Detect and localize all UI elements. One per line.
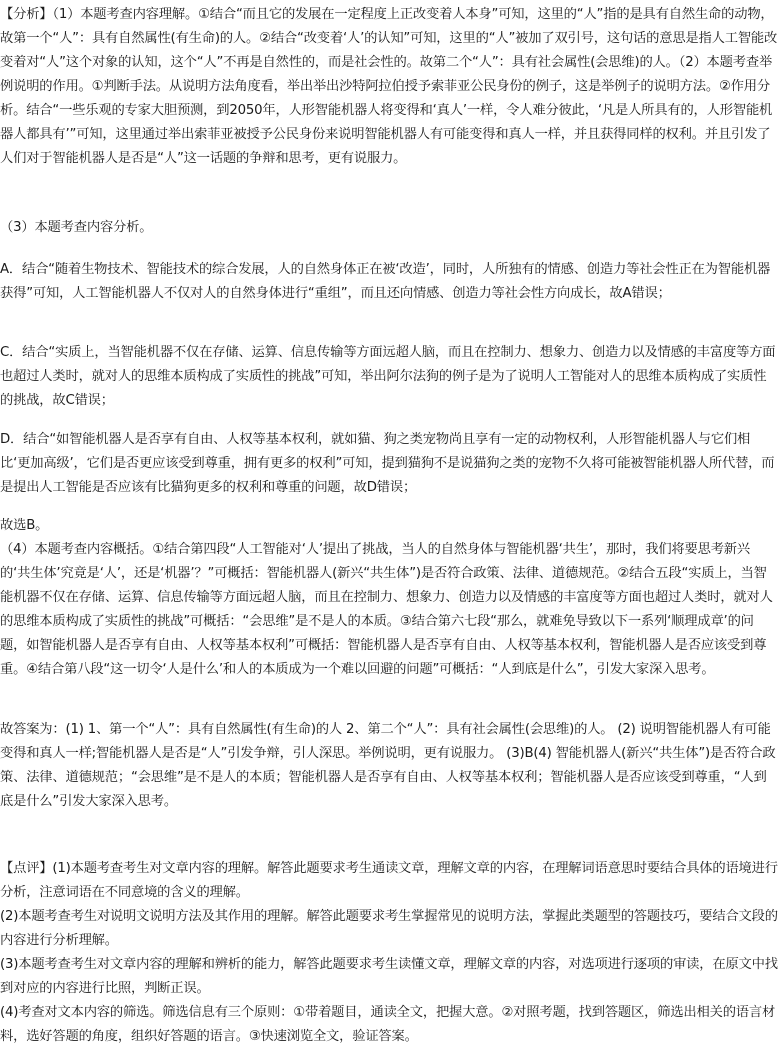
comment-paragraph: 【点评】(1)本题考查考生对文章内容的理解。解答此题要求考生通读文章，理解文章的内容，在理解词语意思时要结合具体的语境进行分析，注意词语在不同意境的含义的理解。 (2)本题考查考生对说明文说明方法及其作用的理解。解答此题要求考生掌握常见的说明方法，掌握此类题型的答题技巧，要结合文段的内容进行分析理解。 (3)本题考查考生对文章内容的理解和辨析的能力，解答此题要求考生读懂文章，理解文章的内容，对选项进行逐项的审读，在原文中找到对应的内容进行比照，判断正误。 (4)考查对文本内容的筛选。筛选信息有三个原则：①带着题目，通读全文，把握大意。②对照考题，找到答题区，筛选出相关的语言材料，选好答题的角度，组织好答题的语言。③快速浏览全文，验证答案。 xyxy=(0,861,778,1044)
analysis-paragraph-2: （3）本题考查内容分析。 xyxy=(0,220,153,235)
analysis-choice: 故选B。 xyxy=(0,518,49,533)
analysis-option-d: D．结合“如智能机器人是否享有自由、人权等基本权利，就如猫、狗之类宠物尚且享有一定的动物权利，人形智能机器人与它们相比‘更加高级’，它们是否更应该受到尊重，拥有更多的权利”可知，提到猫狗不是说猫狗之类的宠物不久将可能被智能机器人所代替，而是提出人工智能是否应该有比猫狗更多的权利和尊重的问题，故D错误； xyxy=(0,432,775,495)
analysis-paragraph-1: 【分析】（1）本题考查内容理解。①结合“而且它的发展在一定程度上正改变着人本身”可知，这里的“人”指的是具有自然生命的动物，故第一个“人”：具有自然属性(有生命)的人。②结合“改变着‘人’的认知”可知，这里的“人”被加了双引号，这句话的意思是指人工智能改变着对“人”这个对象的认知，这个“人”不再是自然性的，而是社会性的。故第二个“人”：具有社会属性(会思维)的人。（2）本题考查举例说明的作用。①判断手法。从说明方法角度看，举出举出沙特阿拉伯授予索菲亚公民身份的例子，这是举例子的说明方法。②作用分析。结合“一些乐观的专家大胆预测，到2050年，人形智能机器人将变得和‘真人’一样，令人难分彼此，‘凡是人所具有的，人形智能机器人都具有’”可知，这里通过举出索菲亚被授予公民身份来说明智能机器人有可能变得和真人一样，并且获得同样的权利。并且引发了人们对于智能机器人是否是“人”这一话题的争辩和思考，更有说服力。 xyxy=(0,7,778,166)
analysis-option-c: C．结合“实质上，当智能机器不仅在存储、运算、信息传输等方面远超人脑，而且在控制力、想象力、创造力以及情感的丰富度等方面也超过人类时，就对人的思维本质构成了实质性的挑战”可知，举出阿尔法狗的例子是为了说明人工智能对人的思维本质构成了实质性的挑战，故C错误； xyxy=(0,345,776,408)
analysis-paragraph-4: （4）本题考查内容概括。①结合第四段“人工智能对‘人’提出了挑战，当人的自然身体与智能机器‘共生’，那时，我们将要思考新兴的‘共生体’究竟是‘人’，还是‘机器’？”可概括：智能机器人(新兴“共生体”)是否符合政策、法律、道德规范。②结合五段“实质上，当智能机器不仅在存储、运算、信息传输等方面远超人脑，而且在控制力、想象力、创造力以及情感的丰富度等方面也超过人类时，就对人的思维本质构成了实质性的挑战”可概括：“会思维”是不是人的本质。③结合第六七段“那么，就难免导致以下一系列‘顺理成章’的问题，如智能机器人是否享有自由、人权等基本权利”可概括：智能机器人是否享有自由、人权等基本权利，智能机器人是否应该受到尊重。④结合第八段“这一切令‘人是什么’和人的本质成为一个难以回避的问题”可概括：“人到底是什么”，引发大家深入思考。 xyxy=(0,542,773,677)
analysis-option-a: A．结合“随着生物技术、智能技术的综合发展，人的自然身体正在被‘改造’，同时，人所独有的情感、创造力等社会性正在为智能机器获得”可知，人工智能机器人不仅对人的自然身体进行“重组”，而且还向情感、创造力等社会性方向成长，故A错误； xyxy=(0,262,771,301)
answer-paragraph: 故答案为：(1) 1、第一个“人”：具有自然属性(有生命)的人 2、第二个“人”：具有社会属性(会思维)的人。 (2) 说明智能机器人有可能变得和真人一样;智能机器人是否是“人”引发争辩，引人深思。举例说明，更有说服力。 (3)B(4) 智能机器人(新兴“共生体”)是否符合政策、法律、道德规范；“会思维”是不是人的本质；智能机器人是否享有自由、人权等基本权利；智能机器人是否应该受到尊重，“人到底是什么”引发大家深入思考。 xyxy=(0,722,776,809)
